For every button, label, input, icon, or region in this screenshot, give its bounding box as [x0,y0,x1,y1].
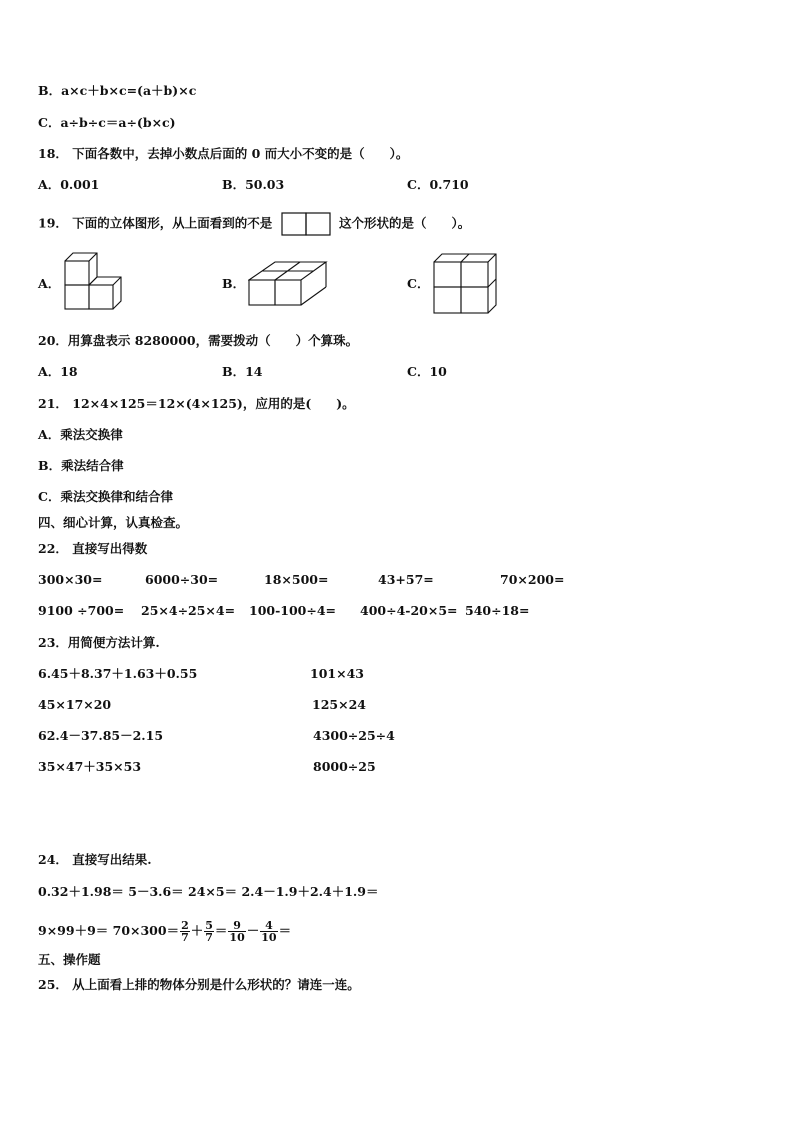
denominator: 7 [205,931,213,944]
q25-stem: 25． 从上面看上排的物体分别是什么形状的？请连一连。 [38,977,360,992]
q23-left-item: 45×17×20 [38,697,112,712]
denominator: 7 [181,931,189,944]
q23-right-item: 101×43 [310,666,364,681]
q22-r1-item: 300×30= [38,572,103,587]
denominator: 10 [229,931,245,944]
q20-option-b: B．14 [222,364,263,379]
q22-r2-item: 25×4÷25×4= [141,603,236,618]
q19-figure-b-icon [248,261,328,307]
q19-figure-c-icon [433,253,497,315]
q19-option-c: C． [407,276,430,291]
q23-right-item: 4300÷25÷4 [313,728,395,743]
fraction [204,920,214,943]
numerator: 5 [205,919,213,932]
numerator: 9 [228,920,245,932]
q19-stem-pre: 19． 下面的立体图形，从上面看到的不是 [38,215,273,231]
q22-r2-item: 540÷18= [465,603,530,618]
q22-stem: 22． 直接写出得数 [38,541,148,556]
denominator: 10 [261,931,277,944]
numerator: 2 [181,919,189,932]
q21-option-c: C．乘法交换律和结合律 [38,489,173,504]
q24-stem: 24． 直接写出结果. [38,852,152,867]
q17-option-b: B．a×c＋b×c=(a＋b)×c [38,83,197,98]
fraction [260,920,277,943]
q19-stem [38,212,470,236]
q22-r1-item: 70×200= [500,572,565,587]
q18-option-c: C．0.710 [407,177,469,192]
q18-option-b: B．50.03 [222,177,285,192]
q18-stem: 18． 下面各数中，去掉小数点后面的 0 而大小不变的是（ ）。 [38,146,409,161]
q23-left-item: 6.45＋8.37＋1.63＋0.55 [38,666,198,681]
q22-r2-item: 9100 ÷700= [38,603,125,618]
two-squares-shape-icon [281,212,331,236]
q19-option-b: B． [222,276,246,291]
fraction [180,920,190,943]
equals-sign: ＝ [278,923,292,938]
q17-option-c: C．a÷b÷c＝a÷(b×c) [38,115,176,130]
numerator: 4 [260,920,277,932]
q23-stem: 23．用简便方法计算. [38,635,160,650]
q22-r1-item: 18×500= [264,572,329,587]
q21-stem: 21． 12×4×125＝12×(4×125)，应用的是( )。 [38,396,355,411]
minus-sign: － [246,923,260,938]
q18-option-a: A．0.001 [38,177,100,192]
q22-r1-item: 6000÷30= [145,572,219,587]
q23-right-item: 125×24 [312,697,366,712]
equals-sign: ＝ [214,923,228,938]
q19-stem-post: 这个形状的是（ ）。 [338,215,471,231]
q21-option-b: B．乘法结合律 [38,458,124,473]
q20-stem: 20．用算盘表示 8280000，需要拨动（ ）个算珠。 [38,333,359,348]
fraction [228,920,245,943]
section-5-heading: 五、操作题 [38,952,101,967]
q23-left-item: 35×47＋35×53 [38,759,142,774]
q22-r2-item: 100-100÷4= [249,603,337,618]
q24-row-2 [38,917,291,945]
q22-r1-item: 43+57= [378,572,434,587]
section-4-heading: 四、细心计算，认真检查。 [38,515,189,530]
q24-row-2-text: 9×99＋9＝ 70×300＝ [38,923,180,938]
q19-figure-a-icon [64,252,128,314]
q19-option-a: A． [38,276,61,291]
q20-option-a: A．18 [38,364,78,379]
q24-row-1: 0.32＋1.98＝ 5－3.6＝ 24×5＝ 2.4－1.9＋2.4＋1.9＝ [38,884,379,899]
q22-r2-item: 400÷4-20×5= [360,603,458,618]
q21-option-a: A．乘法交换律 [38,427,123,442]
q20-option-c: C．10 [407,364,447,379]
plus-sign: ＋ [190,923,204,938]
q23-right-item: 8000÷25 [313,759,376,774]
q23-left-item: 62.4－37.85－2.15 [38,728,164,743]
